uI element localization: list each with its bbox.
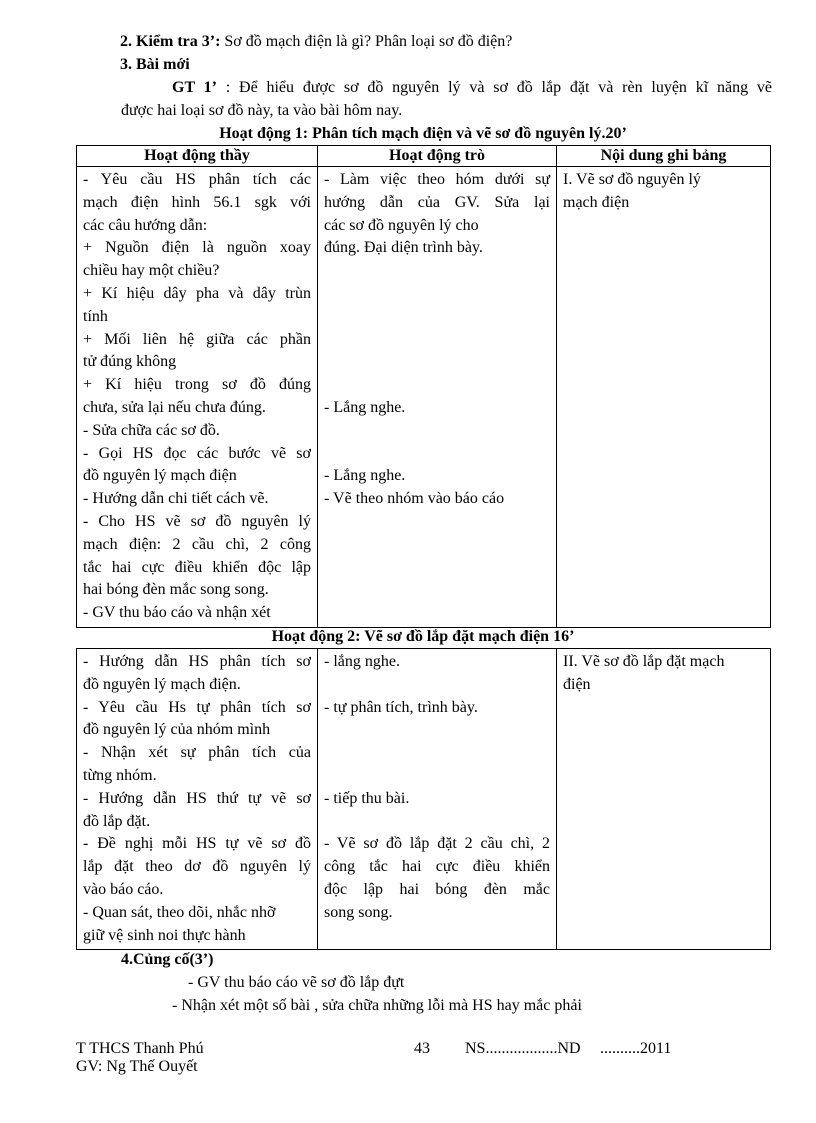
teacher-line: + Mối liên hệ giữa các phần xyxy=(83,330,311,348)
board-line: I. Vẽ sơ đồ nguyên lý xyxy=(563,171,701,188)
check-heading xyxy=(120,32,512,52)
teacher-line: đồ nguyên lý mạch điện xyxy=(83,467,237,485)
intro-label: GT 1’ xyxy=(172,79,217,96)
student-line: - Lắng nghe. xyxy=(324,398,406,416)
check-text: Sơ đồ mạch điện là gì? Phân loại sơ đồ điện? xyxy=(220,33,513,50)
activity1-student-cell xyxy=(318,167,557,628)
footer-teacher: GV: Ng Thế Ouyết xyxy=(76,1058,198,1075)
activity2-title: Hoạt động 2: Vẽ sơ đồ lắp đặt mạch điện 16’ xyxy=(271,628,575,645)
teacher-line: mạch điện hình 56.1 sgk với xyxy=(83,193,311,211)
teacher-line: - Hướng dẫn HS phân tích sơ xyxy=(83,653,311,670)
col-board-header: Nội dung ghi bảng xyxy=(557,146,771,167)
activity2-table xyxy=(76,648,771,950)
student-line: công tắc hai cực điều khiển xyxy=(324,858,550,876)
teacher-line: - Sửa chữa các sơ đồ. xyxy=(83,421,220,439)
new-lesson-heading: 3. Bài mới xyxy=(120,56,190,73)
activity1-content-row xyxy=(77,167,771,628)
teacher-line: + Kí hiệu trong sơ đồ đúng xyxy=(83,376,311,394)
intro-line-2: được hai loại sơ đồ này, ta vào bài hôm nay. xyxy=(121,102,403,119)
teacher-line: - Gọi HS đọc các bước vẽ sơ xyxy=(83,444,311,462)
intro-line-1 xyxy=(172,78,772,98)
teacher-line: các câu hướng dẫn: xyxy=(83,216,208,234)
teacher-line: + Kí hiệu dây pha và dây trùn xyxy=(83,284,311,302)
teacher-line: chiều hay một chiều? xyxy=(83,262,220,280)
activity1-header-row xyxy=(77,146,771,167)
student-line: song song. xyxy=(324,903,393,921)
activity1-board-cell xyxy=(557,167,771,628)
student-line: - Lắng nghe. xyxy=(324,467,406,485)
teacher-line: vào báo cáo. xyxy=(83,880,164,898)
intro-text: : Để hiểu được sơ đồ nguyên lý và sơ đồ lắp đặt và rèn luyện kĩ năng vẽ xyxy=(216,79,772,96)
teacher-line: mạch điện: 2 cầu chì, 2 công xyxy=(83,535,311,553)
teacher-line: - Nhận xét sự phân tích của xyxy=(83,744,311,762)
teacher-line: - Hướng dẫn HS thứ tự vẽ sơ xyxy=(83,789,311,807)
teacher-line: - GV thu báo cáo và nhận xét xyxy=(83,604,271,622)
teacher-line: hai bóng đèn mắc song song. xyxy=(83,581,269,599)
activity2-student-cell xyxy=(318,649,557,950)
activity1-title: Hoạt động 1: Phân tích mạch điện và vẽ sơ đồ nguyên lý.20’ xyxy=(219,125,627,142)
footer-page-number: 43 xyxy=(414,1040,430,1057)
col-student-header: Hoạt động trò xyxy=(318,146,557,167)
teacher-line: - Cho HS vẽ sơ đồ nguyên lý xyxy=(83,512,311,530)
footer-school: T THCS Thanh Phú xyxy=(76,1040,204,1057)
col-teacher-header: Hoạt động thầy xyxy=(77,146,318,167)
teacher-line: tắc hai cực điều khiển độc lập xyxy=(83,558,311,576)
teacher-line: - Đề nghị mỗi HS tự vẽ sơ đồ xyxy=(83,835,311,853)
student-line: đúng. Đại diện trình bày. xyxy=(324,239,483,257)
teacher-line: đồ nguyên lý của nhóm mình xyxy=(83,721,271,739)
student-line: hướng dẫn của GV. Sửa lại xyxy=(324,193,550,211)
teacher-line: giữ vệ sinh noi thực hành xyxy=(83,926,246,944)
check-label: 2. Kiểm tra 3’: xyxy=(120,33,221,50)
board-line: mạch điện xyxy=(563,193,630,211)
consolidation-line-2: - Nhận xét một số bài , sửa chữa những lỗi mà HS hay mắc phải xyxy=(172,997,582,1014)
teacher-line: chưa, sửa lại nếu chưa đúng. xyxy=(83,398,266,416)
board-line: điện xyxy=(563,675,591,693)
teacher-line: tính xyxy=(83,307,108,325)
teacher-line: đồ nguyên lý mạch điện. xyxy=(83,675,241,693)
activity2-content-row xyxy=(77,649,771,950)
student-line: - Làm việc theo hóm dưới sự xyxy=(324,171,550,188)
footer-ns-nd: NS..................ND xyxy=(465,1040,581,1057)
student-line: độc lập hai bóng đèn mắc xyxy=(324,880,550,898)
teacher-line: từng nhóm. xyxy=(83,766,157,784)
consolidation-line-1: - GV thu báo cáo vẽ sơ đồ lắp đựt xyxy=(188,974,405,991)
student-line: các sơ đồ nguyên lý cho xyxy=(324,216,479,234)
teacher-line: + Nguồn điện là nguồn xoay xyxy=(83,239,311,257)
board-line: II. Vẽ sơ đồ lắp đặt mạch xyxy=(563,653,725,670)
student-line: - Vẽ sơ đồ lắp đặt 2 cầu chì, 2 xyxy=(324,835,550,853)
teacher-line: lắp đặt theo dơ đồ nguyên lý xyxy=(83,858,311,876)
teacher-line: - Hướng dẫn chi tiết cách vẽ. xyxy=(83,490,269,508)
activity2-board-cell xyxy=(557,649,771,950)
teacher-line: tử đúng không xyxy=(83,353,177,371)
consolidation-title: 4.Củng cố(3’) xyxy=(121,951,214,968)
teacher-line: - Yêu cầu Hs tự phân tích sơ xyxy=(83,698,311,716)
student-line: - tiếp thu bài. xyxy=(324,789,410,807)
teacher-line: - Yêu cầu HS phân tích các xyxy=(83,171,311,188)
teacher-line: đồ lắp đặt. xyxy=(83,812,151,830)
student-line: - Vẽ theo nhóm vào báo cáo xyxy=(324,490,505,508)
teacher-line: - Quan sát, theo dõi, nhắc nhỡ xyxy=(83,903,276,921)
student-line: - tự phân tích, trình bày. xyxy=(324,698,478,716)
student-line: - lắng nghe. xyxy=(324,653,400,670)
activity1-teacher-cell xyxy=(77,167,318,628)
activity2-teacher-cell xyxy=(77,649,318,950)
activity1-table xyxy=(76,145,771,628)
footer-date: ..........2011 xyxy=(600,1040,672,1057)
